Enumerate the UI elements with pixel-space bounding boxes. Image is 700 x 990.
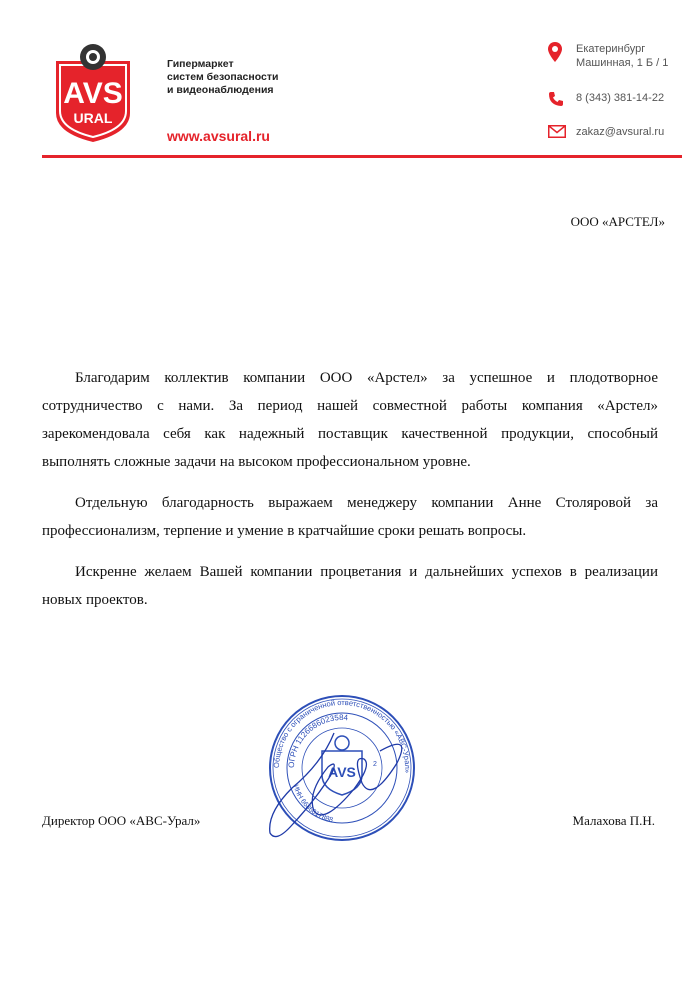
logo-text-ural: URAL xyxy=(73,110,113,126)
tagline-line-1: Гипермаркет xyxy=(167,58,234,70)
email-address[interactable]: zakaz@avsural.ru xyxy=(576,126,665,138)
stamp-ogrn: ОГРН 1126686023584 xyxy=(286,712,349,769)
logo-text-avs: AVS xyxy=(63,77,123,110)
company-tagline xyxy=(167,58,278,97)
website-link[interactable]: www.avsural.ru xyxy=(167,128,270,144)
phone-number[interactable]: 8 (343) 381-14-22 xyxy=(576,92,665,104)
phone-row xyxy=(548,91,664,110)
paragraph-2: Отдельную благодарность выражаем менеджеру компании Анне Столяровой за профессионализм, терпение и умение в кратчайшие сроки решать вопросы. xyxy=(42,495,658,539)
tagline-line-2: систем безопасности xyxy=(167,71,279,83)
address-street: Машинная, 1 Б / 1 xyxy=(576,57,669,69)
signer-name: Малахова П.Н. xyxy=(572,813,655,828)
stamp-center-logo: AVS xyxy=(328,764,356,780)
avs-ural-logo xyxy=(52,43,134,143)
address-city: Екатеринбург xyxy=(576,43,646,55)
paragraph-3: Искренне желаем Вашей компании процветания и дальнейших успехов в реализации новых проектов. xyxy=(42,564,658,608)
location-pin-icon xyxy=(548,42,566,65)
stamp-number: 2 xyxy=(373,761,377,768)
stamp-inn: ИНН 6686017888 xyxy=(291,783,334,825)
signer-title: Директор ООО «АВС-Урал» xyxy=(42,813,201,828)
company-stamp xyxy=(262,693,422,843)
paragraph-1: Благодарим коллектив компании ООО «Арстел» за успешное и плодотворное сотрудничество с нами. За период нашей совместной работы компания «Арстел» зарекомендовала себя как надежный поставщик качественной продукции, способный выполнять сложные задачи на высоком профессиональном уровне. xyxy=(42,370,658,470)
email-row xyxy=(548,125,664,141)
header-divider xyxy=(42,155,682,158)
address-row xyxy=(548,42,668,70)
recipient: ООО «АРСТЕЛ» xyxy=(570,214,665,229)
tagline-line-3: и видеонаблюдения xyxy=(167,84,274,96)
phone-icon xyxy=(548,91,566,110)
stamp-outer-text: Общество с ограниченной ответственностью «АВС-Урал» xyxy=(271,697,413,774)
mail-icon xyxy=(548,125,566,141)
letter-body xyxy=(42,364,658,627)
